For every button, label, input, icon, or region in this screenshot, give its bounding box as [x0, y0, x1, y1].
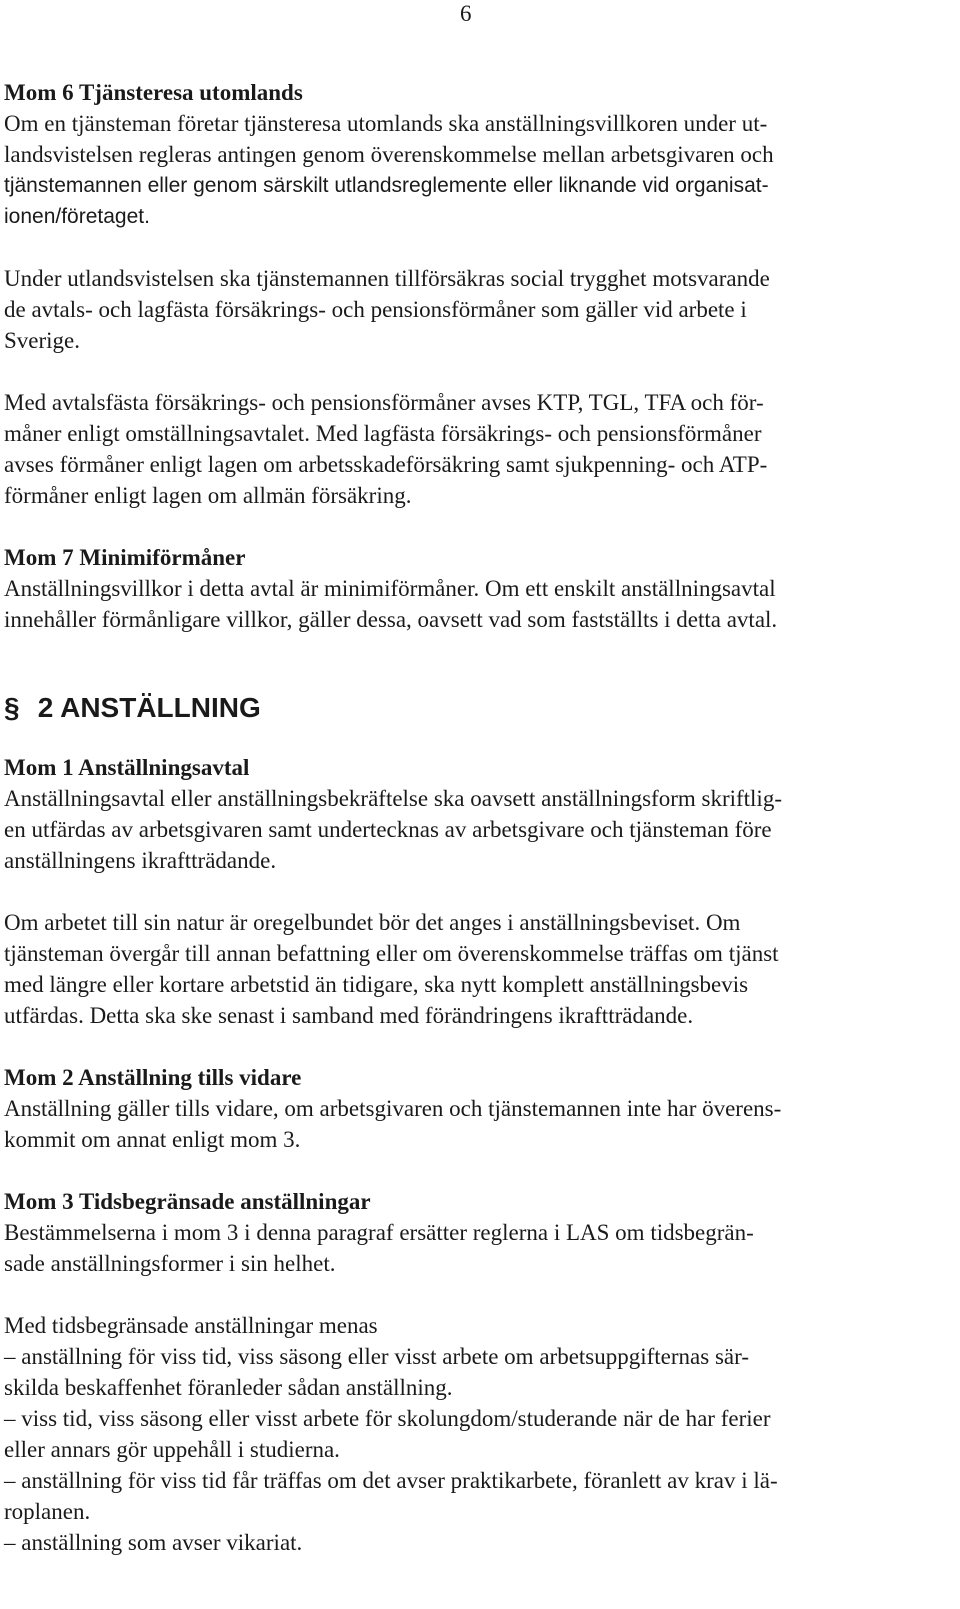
paragraph-line: landsvistelsen regleras antingen genom överenskommelse mellan arbetsgivaren och	[4, 142, 774, 167]
paragraph-line: Sverige.	[4, 328, 81, 353]
document-body	[4, 77, 934, 1558]
list-item-line: – viss tid, viss säsong eller visst arbete för skolungdom/studerande när de har ferier	[4, 1406, 771, 1431]
paragraph-gap	[4, 1031, 934, 1062]
paragraph-gap	[4, 1155, 934, 1186]
paragraph-line: Anställningsavtal eller anställningsbekräftelse ska oavsett anställningsform skriftlig-	[4, 786, 782, 811]
paragraph-line: innehåller förmånligare villkor, gäller dessa, oavsett vad som fastställts i detta avtal.	[4, 607, 778, 632]
chapter-title: 2 ANSTÄLLNING	[37, 692, 261, 723]
paragraph-line: Under utlandsvistelsen ska tjänstemannen tillförsäkras social trygghet motsvarande	[4, 266, 770, 291]
paragraph-line: måner enligt omställningsavtalet. Med lagfästa försäkrings- och pensionsförmåner	[4, 421, 762, 446]
paragraph-line: utfärdas. Detta ska ske senast i samband med förändringens ikraftträdande.	[4, 1003, 694, 1028]
section-heading-mom7: Mom 7 Minimiförmåner	[4, 545, 246, 570]
section-heading-mom2: Mom 2 Anställning tills vidare	[4, 1065, 302, 1090]
paragraph-line: tjänstemannen eller genom särskilt utlandsreglemente eller liknande vid organisat-	[4, 174, 769, 197]
paragraph-line: de avtals- och lagfästa försäkrings- och pensionsförmåner som gäller vid arbete i	[4, 297, 747, 322]
paragraph-line: Om en tjänsteman företar tjänsteresa utomlands ska anställningsvillkoren under ut-	[4, 111, 768, 136]
paragraph-line: Bestämmelserna i mom 3 i denna paragraf ersätter reglerna i LAS om tidsbegrän-	[4, 1220, 754, 1245]
list-item-line: skilda beskaffenhet föranleder sådan anställning.	[4, 1375, 453, 1400]
paragraph-line: Om arbetet till sin natur är oregelbundet bör det anges i anställningsbeviset. Om	[4, 910, 741, 935]
list-item-line: eller annars gör uppehåll i studierna.	[4, 1437, 340, 1462]
paragraph-gap	[4, 1279, 934, 1310]
section-heading-mom3: Mom 3 Tidsbegränsade anställningar	[4, 1189, 371, 1214]
section-heading-mom6: Mom 6 Tjänsteresa utomlands	[4, 80, 303, 105]
paragraph-line: avses förmåner enligt lagen om arbetsskadeförsäkring samt sjukpenning- och ATP-	[4, 452, 768, 477]
paragraph-line: tjänsteman övergår till annan befattning eller om överenskommelse träffas om tjänst	[4, 941, 779, 966]
paragraph-line: sade anställningsformer i sin helhet.	[4, 1251, 336, 1276]
paragraph-gap	[4, 876, 934, 907]
list-item-line: roplanen.	[4, 1499, 91, 1524]
paragraph-line: Anställning gäller tills vidare, om arbetsgivaren och tjänstemannen inte har överens-	[4, 1096, 782, 1121]
paragraph-gap	[4, 511, 934, 542]
paragraph-line: en utfärdas av arbetsgivaren samt undertecknas av arbetsgivare och tjänsteman före	[4, 817, 772, 842]
paragraph-line: Med avtalsfästa försäkrings- och pensionsförmåner avses KTP, TGL, TFA och för-	[4, 390, 764, 415]
paragraph-line: med längre eller kortare arbetstid än tidigare, ska nytt komplett anställningsbevis	[4, 972, 749, 997]
paragraph-gap	[4, 635, 934, 666]
paragraph-line: förmåner enligt lagen om allmän försäkring.	[4, 483, 412, 508]
list-item-line: – anställning för viss tid, viss säsong eller visst arbete om arbetsuppgifternas sär-	[4, 1344, 749, 1369]
paragraph-gap	[4, 356, 934, 387]
paragraph-line: Med tidsbegränsade anställningar menas	[4, 1313, 378, 1338]
paragraph-line: Anställningsvillkor i detta avtal är minimiförmåner. Om ett enskilt anställningsavtal	[4, 576, 776, 601]
page-number: 6	[460, 1, 472, 26]
paragraph-line: ionen/företaget.	[4, 205, 150, 228]
list-item-line: – anställning som avser vikariat.	[4, 1530, 303, 1555]
section-heading-mom1: Mom 1 Anställningsavtal	[4, 755, 250, 780]
list-item-line: – anställning för viss tid får träffas om det avser praktikarbete, föranlett av krav i lä-	[4, 1468, 778, 1493]
paragraph-gap	[4, 232, 934, 263]
paragraph-line: anställningens ikraftträdande.	[4, 848, 277, 873]
chapter-heading	[4, 688, 934, 728]
paragraph-line: kommit om annat enligt mom 3.	[4, 1127, 301, 1152]
section-sign: §	[4, 692, 20, 723]
